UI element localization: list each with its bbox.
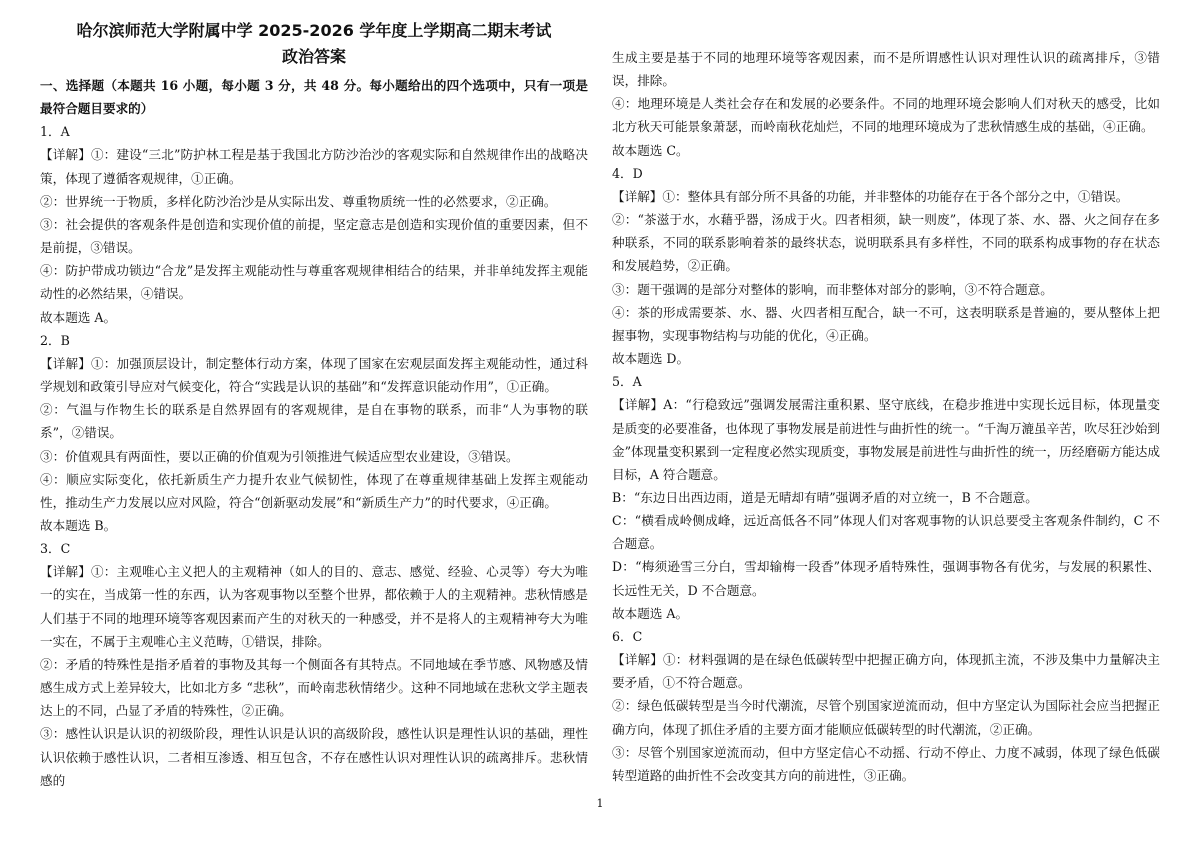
paragraph: 【详解】A：“行稳致远”强调发展需注重积累、坚守底线，在稳步推进中实现长远目标，体现量变是质变的必要准备，也体现了事物发展是前进性与曲折性的统一。“千淘万漉虽辛苦，吹尽狂沙始到金”体现量变积累到一定程度必然实现质变，事物发展是前进性与曲折性的统一，历经磨砺方能达成目标，A 符合题意。 <box>612 397 1160 482</box>
paragraph: ④：地理环境是人类社会存在和发展的必要条件。不同的地理环境会影响人们对秋天的感受，比如北方秋天可能景象萧瑟，而岭南秋花灿烂，不同的地理环境成为了悲秋情感生成的基础，④正确。 <box>612 96 1160 135</box>
paragraph: 故本题选 D。 <box>612 351 690 367</box>
paragraph: 【详解】①：整体具有部分所不具备的功能，并非整体的功能存在于各个部分之中，①错误。 <box>612 188 1129 204</box>
paragraph: ③：价值观具有两面性，要以正确的价值观为引领推进气候适应型农业建设，③错误。 <box>40 448 519 464</box>
left-paragraphs <box>40 120 588 792</box>
paragraph: 【详解】①：材料强调的是在绿色低碳转型中把握正确方向，体现抓主流，不涉及集中力量解决主要矛盾，①不符合题意。 <box>612 652 1160 691</box>
paragraph: 【详解】①：主观唯心主义把人的主观精神（如人的目的、意志、感觉、经验、心灵等）夸大为唯一的实在，当成第一性的东西，认为客观事物以至整个世界，都依赖于人的主观精神。悲秋情感是人们基于不同的地理环境等客观因素而产生的对秋天的一种感受，并不是将人的主观精神夸大为唯一实在，不属于主观唯心主义范畴，①错误，排除。 <box>40 564 588 649</box>
right-paragraphs <box>612 46 1160 787</box>
paragraph: C：“横看成岭侧成峰，远近高低各不同”体现人们对客观事物的认识总要受主客观条件制约，C 不合题意。 <box>612 513 1160 552</box>
paragraph: ②：气温与作物生长的联系是自然界固有的客观规律，是自在事物的联系，而非“人为事物的联系”，②错误。 <box>40 402 588 441</box>
paragraph: 故本题选 B。 <box>40 517 117 533</box>
paragraph: 1．A <box>40 124 70 140</box>
paragraph: ③：感性认识是认识的初级阶段，理性认识是认识的高级阶段，感性认识是理性认识的基础，理性认识依赖于感性认识，二者相互渗透、相互包含，不存在感性认识对理性认识的疏离排斥。悲秋情感的 <box>40 726 588 788</box>
right-column <box>612 46 1160 787</box>
page-number: 1 <box>596 797 604 810</box>
paragraph: ④：茶的形成需要茶、水、器、火四者相互配合，缺一不可，这表明联系是普遍的，要从整体上把握事物，实现事物结构与功能的优化，④正确。 <box>612 304 1160 343</box>
paragraph: 故本题选 C。 <box>612 142 689 158</box>
paragraph: ④：顺应实际变化，依托新质生产力提升农业气候韧性，体现了在尊重规律基础上发挥主观能动性，推动生产力发展以应对风险，符合“创新驱动发展”和“新质生产力”的时代要求，④正确。 <box>40 471 588 510</box>
paragraph: ③：题干强调的是部分对整体的影响，而非整体对部分的影响，③不符合题意。 <box>612 281 1053 297</box>
paragraph: ③：尽管个别国家逆流而动，但中方坚定信心不动摇、行动不停止、力度不减弱，体现了绿色低碳转型道路的曲折性不会改变其方向的前进性，③正确。 <box>612 744 1160 783</box>
paragraph: 【详解】①：建设“三北”防护林工程是基于我国北方防沙治沙的客观实际和自然规律作出的战略决策，体现了遵循客观规律，①正确。 <box>40 147 588 186</box>
paragraph: 生成主要是基于不同的地理环境等客观因素，而不是所谓感性认识对理性认识的疏离排斥，③错误，排除。 <box>612 50 1160 89</box>
paragraph: ②：矛盾的特殊性是指矛盾着的事物及其每一个侧面各有其特点。不同地域在季节感、风物感及情感生成方式上差异较大，比如北方多 “悲秋”，而岭南悲秋情绪少。这种不同地域在悲秋文学主题表达上的不同，凸显了矛盾的特殊性，②正确。 <box>40 656 588 719</box>
paragraph: B：“东边日出西边雨，道是无晴却有晴”强调矛盾的对立统一，B 不合题意。 <box>612 489 1038 505</box>
paragraph: ③：社会提供的客观条件是创造和实现价值的前提，坚定意志是创造和实现价值的重要因素，但不是前提，③错误。 <box>40 216 588 256</box>
paragraph: 故本题选 A。 <box>40 309 117 325</box>
document-title: 哈尔滨师范大学附属中学 2025-2026 学年度上学期高二期末考试 <box>76 21 552 40</box>
paragraph: ④：防护带成功锁边“合龙”是发挥主观能动性与尊重客观规律相结合的结果，并非单纯发挥主观能动性的必然结果，④错误。 <box>40 263 588 302</box>
paragraph: ②：绿色低碳转型是当今时代潮流，尽管个别国家逆流而动，但中方坚定认为国际社会应当把握正确方向，体现了抓住矛盾的主要方面才能顺应低碳转型的时代潮流，②正确。 <box>612 698 1160 737</box>
document-subtitle: 政治答案 <box>281 47 346 66</box>
paragraph: 5．A <box>612 374 642 390</box>
paragraph: 6．C <box>612 628 643 644</box>
paragraph: 4．D <box>612 165 643 181</box>
section-heading: 一、选择题（本题共 16 小题，每小题 3 分，共 48 分。每小题给出的四个选项中，只有一项是最符合题目要求的） <box>40 78 588 117</box>
paragraph: 3．C <box>40 541 71 557</box>
paragraph: 【详解】①：加强顶层设计，制定整体行动方案，体现了国家在宏观层面发挥主观能动性，通过科学规划和政策引导应对气候变化，符合“实践是认识的基础”和“发挥意识能动作用”，①正确。 <box>40 355 588 395</box>
left-column <box>40 18 588 792</box>
paragraph: D：“梅须逊雪三分白，雪却输梅一段香”体现矛盾特殊性，强调事物各有优劣，与发展的积累性、长远性无关，D 不合题意。 <box>612 559 1160 598</box>
paragraph: 2．B <box>40 332 70 348</box>
paragraph: ②：“茶滋于水，水藉乎器，汤成于火。四者相须，缺一则废”，体现了茶、水、器、火之间存在多种联系，不同的联系影响着茶的最终状态，说明联系具有多样性，不同的联系构成事物的存在状态和发展趋势，②正确。 <box>612 212 1160 274</box>
paragraph: 故本题选 A。 <box>612 605 689 621</box>
paragraph: ②：世界统一于物质，多样化防沙治沙是从实际出发、尊重物质统一性的必然要求，②正确。 <box>40 193 557 209</box>
